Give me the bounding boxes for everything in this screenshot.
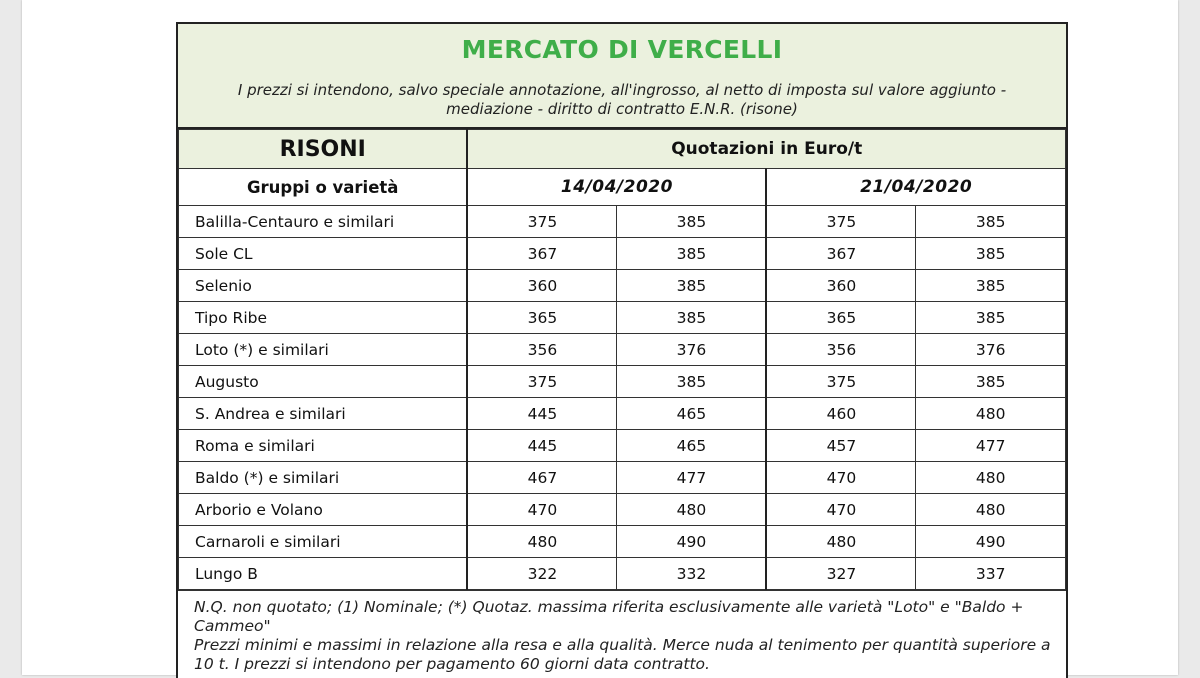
table-row: [179, 398, 1066, 430]
table-row: [179, 206, 1066, 238]
footnote-line1: N.Q. non quotato; (1) Nominale; (*) Quotaz. massima riferita esclusivamente alle varietà "Loto" e "Baldo + Cammeo": [194, 598, 1024, 635]
price-cell-date1: 445: [467, 398, 616, 430]
document-page: [22, 0, 1178, 675]
price-cell-date2: 480: [916, 462, 1066, 494]
price-cell-date2: 480: [766, 526, 915, 558]
price-cell-date2: 367: [766, 238, 915, 270]
price-cell-date1: 385: [617, 366, 766, 398]
price-table: [178, 129, 1066, 590]
price-cell-date2: 480: [916, 494, 1066, 526]
price-cell-date1: 360: [467, 270, 616, 302]
price-cell-date1: 470: [467, 494, 616, 526]
table-row: [179, 462, 1066, 494]
price-cell-date1: 375: [467, 366, 616, 398]
price-cell-date1: 332: [617, 558, 766, 590]
price-cell-date1: 480: [467, 526, 616, 558]
table-row: [179, 430, 1066, 462]
table-row: [179, 526, 1066, 558]
price-cell-date2: 375: [766, 366, 915, 398]
price-cell-date1: 385: [617, 270, 766, 302]
price-cell-date1: 376: [617, 334, 766, 366]
footnote-line2: Prezzi minimi e massimi in relazione alla resa e alla qualità. Merce nuda al tenimento per quantità superiore a 10 t. I prezzi si intendono per pagamento 60 giorni data contratto.: [194, 636, 1051, 673]
price-cell-date1: 465: [617, 430, 766, 462]
variety-name: Sole CL: [179, 238, 468, 270]
price-cell-date2: 385: [916, 302, 1066, 334]
table-subheader-row: [179, 169, 1066, 206]
price-cell-date1: 356: [467, 334, 616, 366]
price-cell-date2: 360: [766, 270, 915, 302]
pricing-note: [208, 81, 1036, 119]
price-cell-date1: 322: [467, 558, 616, 590]
price-cell-date2: 470: [766, 494, 915, 526]
price-cell-date2: 376: [916, 334, 1066, 366]
table-row: [179, 334, 1066, 366]
pricing-note-line1: I prezzi si intendono, salvo speciale annotazione, all'ingrosso, al netto di imposta sul valore aggiunto -: [237, 81, 1007, 99]
table-row: [179, 558, 1066, 590]
price-cell-date2: 327: [766, 558, 915, 590]
group-column-label: Gruppi o varietà: [179, 169, 468, 206]
price-cell-date1: 367: [467, 238, 616, 270]
price-cell-date1: 467: [467, 462, 616, 494]
price-cell-date1: 385: [617, 206, 766, 238]
price-cell-date2: 385: [916, 206, 1066, 238]
price-cell-date1: 465: [617, 398, 766, 430]
variety-name: Selenio: [179, 270, 468, 302]
variety-name: Loto (*) e similari: [179, 334, 468, 366]
section-label: RISONI: [179, 130, 468, 169]
variety-name: Arborio e Volano: [179, 494, 468, 526]
price-cell-date2: 477: [916, 430, 1066, 462]
header-box: [178, 24, 1066, 129]
variety-name: Lungo B: [179, 558, 468, 590]
table-row: [179, 494, 1066, 526]
price-cell-date2: 385: [916, 238, 1066, 270]
variety-name: Augusto: [179, 366, 468, 398]
variety-name: Roma e similari: [179, 430, 468, 462]
price-cell-date1: 490: [617, 526, 766, 558]
table-header-row: [179, 130, 1066, 169]
price-cell-date2: 365: [766, 302, 915, 334]
variety-name: Balilla-Centauro e similari: [179, 206, 468, 238]
price-cell-date2: 457: [766, 430, 915, 462]
date-column-1: 14/04/2020: [467, 169, 766, 206]
price-cell-date2: 356: [766, 334, 915, 366]
table-row: [179, 238, 1066, 270]
date-column-2: 21/04/2020: [766, 169, 1065, 206]
price-cell-date2: 375: [766, 206, 915, 238]
table-row: [179, 270, 1066, 302]
market-title: MERCATO DI VERCELLI: [461, 35, 783, 64]
price-cell-date1: 365: [467, 302, 616, 334]
price-sheet: [176, 22, 1068, 678]
variety-name: Carnaroli e similari: [179, 526, 468, 558]
price-cell-date1: 477: [617, 462, 766, 494]
price-cell-date2: 385: [916, 270, 1066, 302]
price-cell-date1: 480: [617, 494, 766, 526]
price-cell-date2: 480: [916, 398, 1066, 430]
variety-name: Baldo (*) e similari: [179, 462, 468, 494]
price-cell-date2: 337: [916, 558, 1066, 590]
price-cell-date1: 385: [617, 302, 766, 334]
variety-name: Tipo Ribe: [179, 302, 468, 334]
price-cell-date1: 375: [467, 206, 616, 238]
price-cell-date2: 490: [916, 526, 1066, 558]
price-cell-date1: 385: [617, 238, 766, 270]
table-row: [179, 366, 1066, 398]
footnote: [178, 590, 1066, 678]
price-cell-date2: 385: [916, 366, 1066, 398]
price-cell-date2: 460: [766, 398, 915, 430]
quotes-label: Quotazioni in Euro/t: [467, 130, 1065, 169]
price-cell-date1: 445: [467, 430, 616, 462]
pricing-note-line2: mediazione - diritto di contratto E.N.R. (risone): [446, 100, 798, 118]
table-row: [179, 302, 1066, 334]
price-cell-date2: 470: [766, 462, 915, 494]
variety-name: S. Andrea e similari: [179, 398, 468, 430]
